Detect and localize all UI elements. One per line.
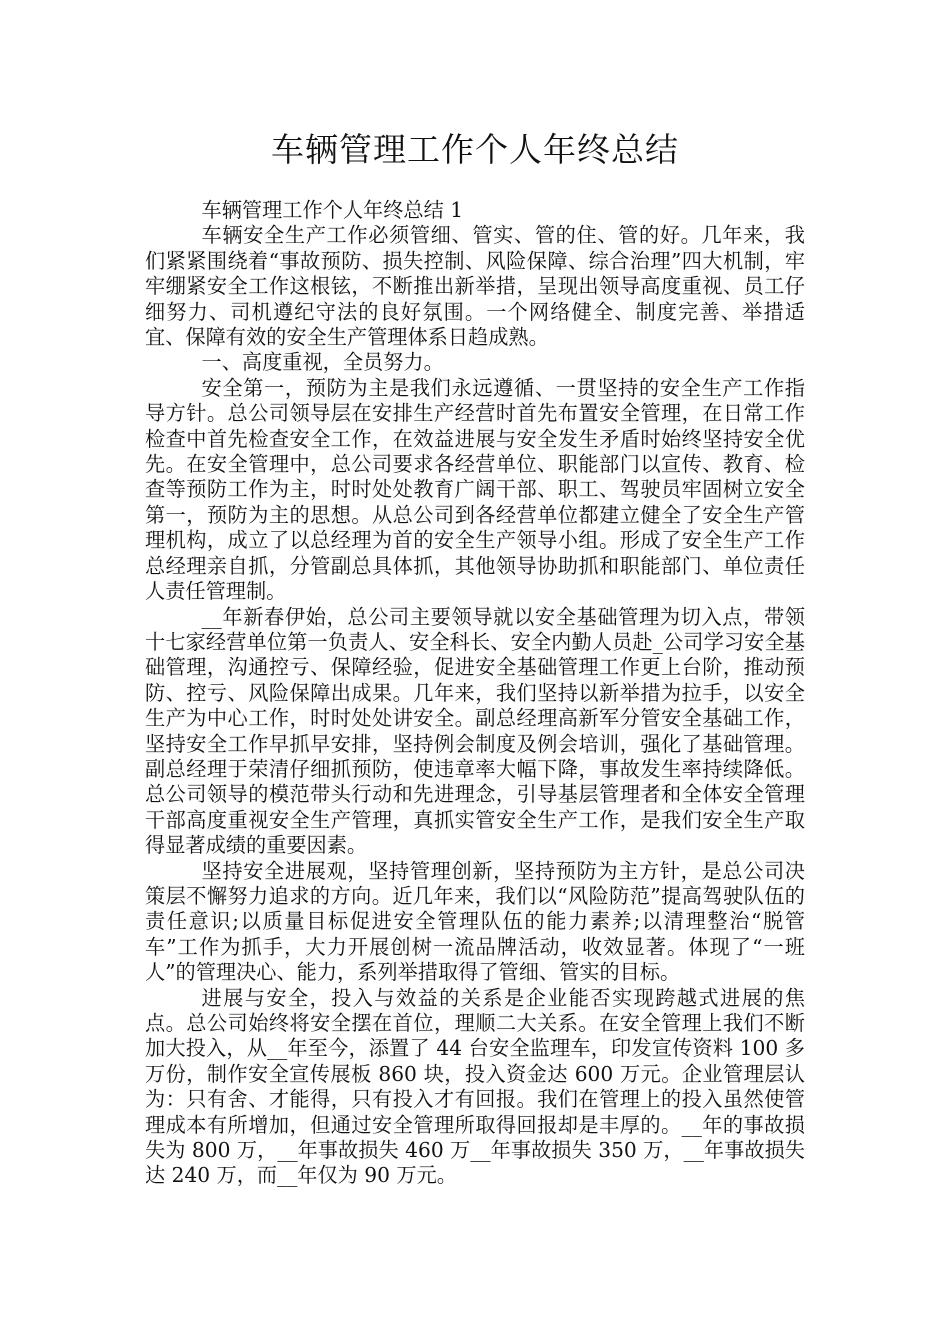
paragraph: 车辆安全生产工作必须管细、管实、管的住、管的好。几年来，我们紧紧围绕着“事故预防、损失控制、风险保障、综合治理”四大机制，牢牢绷紧安全工作这根铉，不断推出新举措，呈现出领导高度重视、员工仔细努力、司机遵纪守法的良好氛围。一个网络健全、制度完善、举措适宜、保障有效的安全生产管理体系日趋成熟。: [145, 223, 805, 350]
section-heading: 一、高度重视，全员努力。: [201, 350, 444, 375]
document-title: 车辆管理工作个人年终总结: [271, 130, 679, 169]
paragraph: __年新春伊始，总公司主要领导就以安全基础管理为切入点，带领十七家经营单位第一负责人、安全科长、安全内勤人员赴_公司学习安全基础管理，沟通控亏、保障经验，促进安全基础管理工作更上台阶，推动预防、控亏、风险保障出成果。几年来，我们坚持以新举措为拉手，以安全生产为中心工作，时时处处讲安全。副总经理高新军分管安全基础工作，坚持安全工作早抓早安排，坚持例会制度及例会培训，强化了基础管理。副总经理于荣清仔细抓预防，使违章率大幅下降，事故发生率持续降低。总公司领导的模范带头行动和先进理念，引导基层管理者和全体安全管理干部高度重视安全生产管理，真抓实管安全生产工作，是我们安全生产取得显著成绩的重要因素。: [145, 604, 805, 858]
document-body: [145, 198, 805, 1189]
paragraph: 进展与安全，投入与效益的关系是企业能否实现跨越式进展的焦点。总公司始终将安全摆在首位，理顺二大关系。在安全管理上我们不断加大投入，从__年至今，添置了 44 台安全监理车，印发宣传资料 100 多万份，制作安全宣传展板 860 块，投入资金达 600 万元。企业管理层认为：只有舍、才能得，只有投入才有回报。我们在管理上的投入虽然使管理成本有所增加，但通过安全管理所取得回报却是丰厚的。__年的事故损失为 800 万，__年事故损失 460 万__年事故损失 350 万，__年事故损失达 240 万，而__年仅为 90 万元。: [145, 985, 805, 1188]
section-heading: 车辆管理工作个人年终总结 1: [201, 198, 464, 222]
paragraph: 安全第一，预防为主是我们永远遵循、一贯坚持的安全生产工作指导方针。总公司领导层在安排生产经营时首先布置安全管理，在日常工作检查中首先检查安全工作，在效益进展与安全发生矛盾时始终坚持安全优先。在安全管理中，总公司要求各经营单位、职能部门以宣传、教育、检查等预防工作为主，时时处处教育广阔干部、职工、驾驶员牢固树立安全第一，预防为主的思想。从总公司到各经营单位都建立健全了安全生产管理机构，成立了以总经理为首的安全生产领导小组。形成了安全生产工作总经理亲自抓，分管副总具体抓，其他领导协助抓和职能部门、单位责任人责任管理制。: [145, 375, 805, 604]
paragraph: 坚持安全进展观，坚持管理创新，坚持预防为主方针，是总公司决策层不懈努力追求的方向。近几年来，我们以“风险防范”提高驾驶队伍的责任意识;以质量目标促进安全管理队伍的能力素养;以清理整治“脱管车”工作为抓手，大力开展创树一流品牌活动，收效显著。体现了“一班人”的管理决心、能力，系列举措取得了管细、管实的目标。: [145, 858, 805, 985]
